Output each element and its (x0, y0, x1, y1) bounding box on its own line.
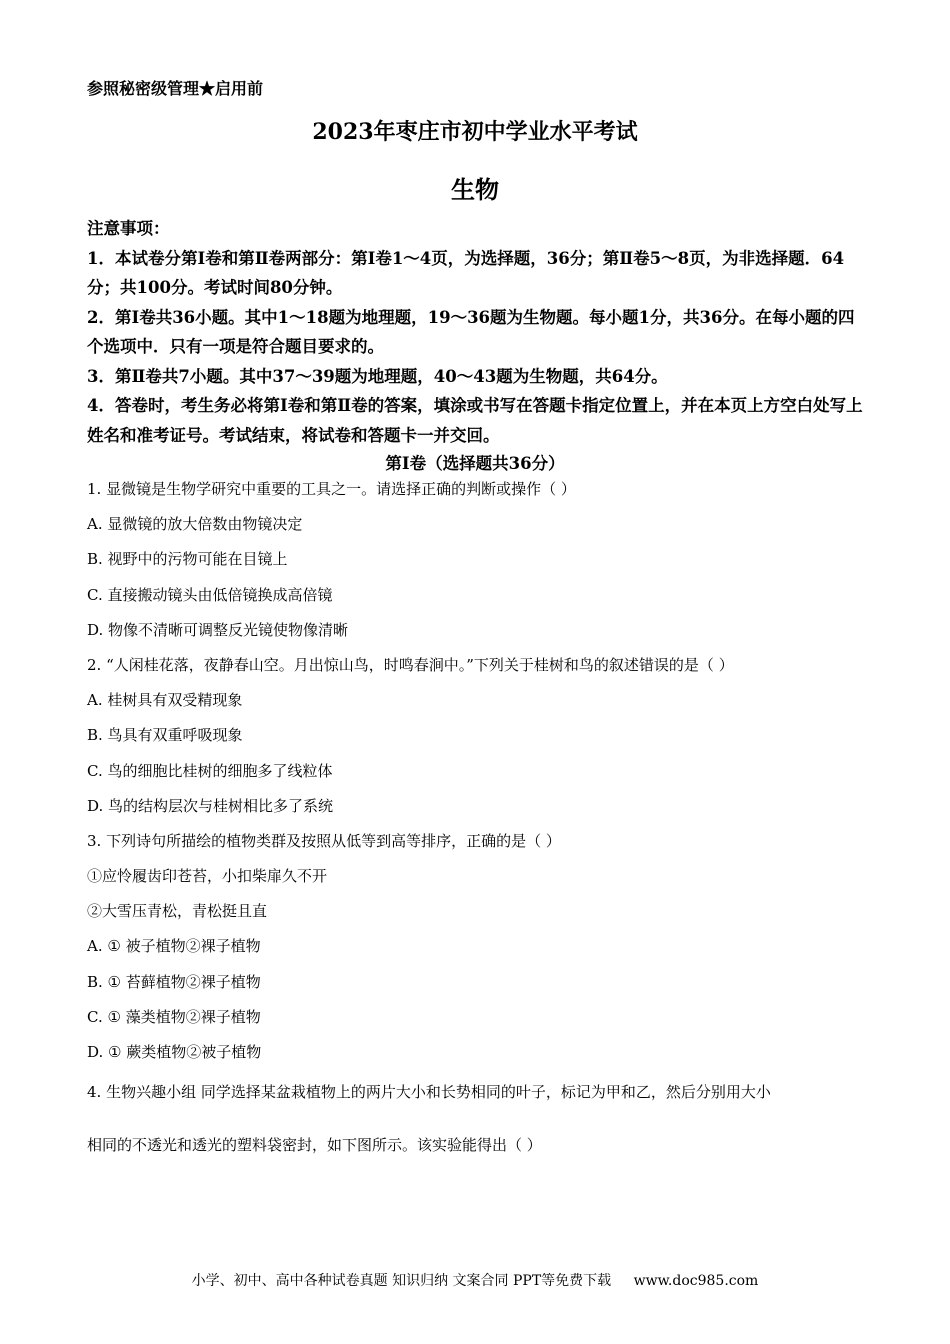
question-option: D. 鸟的结构层次与桂树相比多了系统 (87, 796, 334, 815)
question-option: ①应怜履齿印苍苔，小扣柴扉久不开 (87, 867, 328, 886)
footer-url: www.doc985.com (633, 1273, 759, 1289)
question-stem-line: 相同的不透光和透光的塑料袋密封，如下图所示。该实验能得出（ ） (87, 1136, 542, 1155)
subject-title: 生物 (451, 175, 499, 204)
question-stem-line: 4. 生物兴趣小组 同学选择某盆栽植物上的两片大小和长势相同的叶子，标记为甲和乙，然后分别用大小 (87, 1083, 771, 1102)
exam-title: 2023年枣庄市初中学业水平考试 (312, 119, 638, 145)
question-stem: 2. “人闲桂花落，夜静春山空。月出惊山鸟，时鸣春涧中。”下列关于桂树和鸟的叙述错误的是（ ） (87, 655, 734, 674)
question-option: D. ① 蕨类植物②被子植物 (87, 1043, 262, 1061)
question-4 (87, 1082, 867, 1188)
notice-heading: 注意事项： (87, 219, 170, 238)
page-footer (0, 1270, 950, 1290)
question-option: B. 视野中的污物可能在目镜上 (87, 550, 288, 569)
question-option: C. 直接搬动镜头由低倍镜换成高倍镜 (87, 585, 333, 604)
question-2 (87, 655, 867, 831)
question-option: D. 物像不清晰可调整反光镜使物像清晰 (87, 620, 349, 639)
question-option: B. 鸟具有双重呼吸现象 (87, 726, 243, 745)
question-3 (87, 831, 867, 1077)
question-option: A. ① 被子植物②裸子植物 (87, 937, 261, 956)
notice-item: 2．第Ⅰ卷共36小题。其中1～18题为地理题，19～36题为生物题。每小题1分，共36分。在每小题的四个选项中．只有一项是符合题目要求的。 (87, 307, 855, 356)
question-option: B. ① 苔藓植物②裸子植物 (87, 972, 261, 991)
question-option: A. 桂树具有双受精现象 (87, 691, 243, 710)
notice-block (87, 214, 867, 450)
notice-item: 1．本试卷分第Ⅰ卷和第Ⅱ卷两部分：第Ⅰ卷1～4页，为选择题，36分；第Ⅱ卷5～8页，为非选择题．64分；共100分。考试时间80分钟。 (87, 248, 845, 297)
question-option: ②大雪压青松，青松挺且直 (87, 902, 268, 921)
footer-text: 小学、初中、高中各种试卷真题 知识归纳 文案合同 PPT等免费下载 (191, 1273, 612, 1289)
question-list (87, 479, 867, 1188)
secret-label: 参照秘密级管理★启用前 (87, 79, 264, 98)
question-stem: 1. 显微镜是生物学研究中重要的工具之一。请选择正确的判断或操作（ ） (87, 480, 576, 498)
question-option: C. 鸟的细胞比桂树的细胞多了线粒体 (87, 761, 333, 780)
question-option: C. ① 藻类植物②裸子植物 (87, 1007, 261, 1026)
question-stem: 3. 下列诗句所描绘的植物类群及按照从低等到高等排序，正确的是（ ） (87, 831, 561, 850)
notice-item: 4．答卷时，考生务必将第Ⅰ卷和第Ⅱ卷的答案，填涂或书写在答题卡指定位置上，并在本页上方空白处写上姓名和准考证号。考试结束，将试卷和答题卡一并交回。 (87, 396, 863, 445)
notice-item: 3．第Ⅱ卷共7小题。其中37～39题为地理题，40～43题为生物题，共64分。 (87, 366, 668, 386)
question-1 (87, 479, 867, 655)
section-title: 第Ⅰ卷（选择题共36分） (385, 454, 565, 473)
question-option: A. 显微镜的放大倍数由物镜决定 (87, 515, 303, 534)
